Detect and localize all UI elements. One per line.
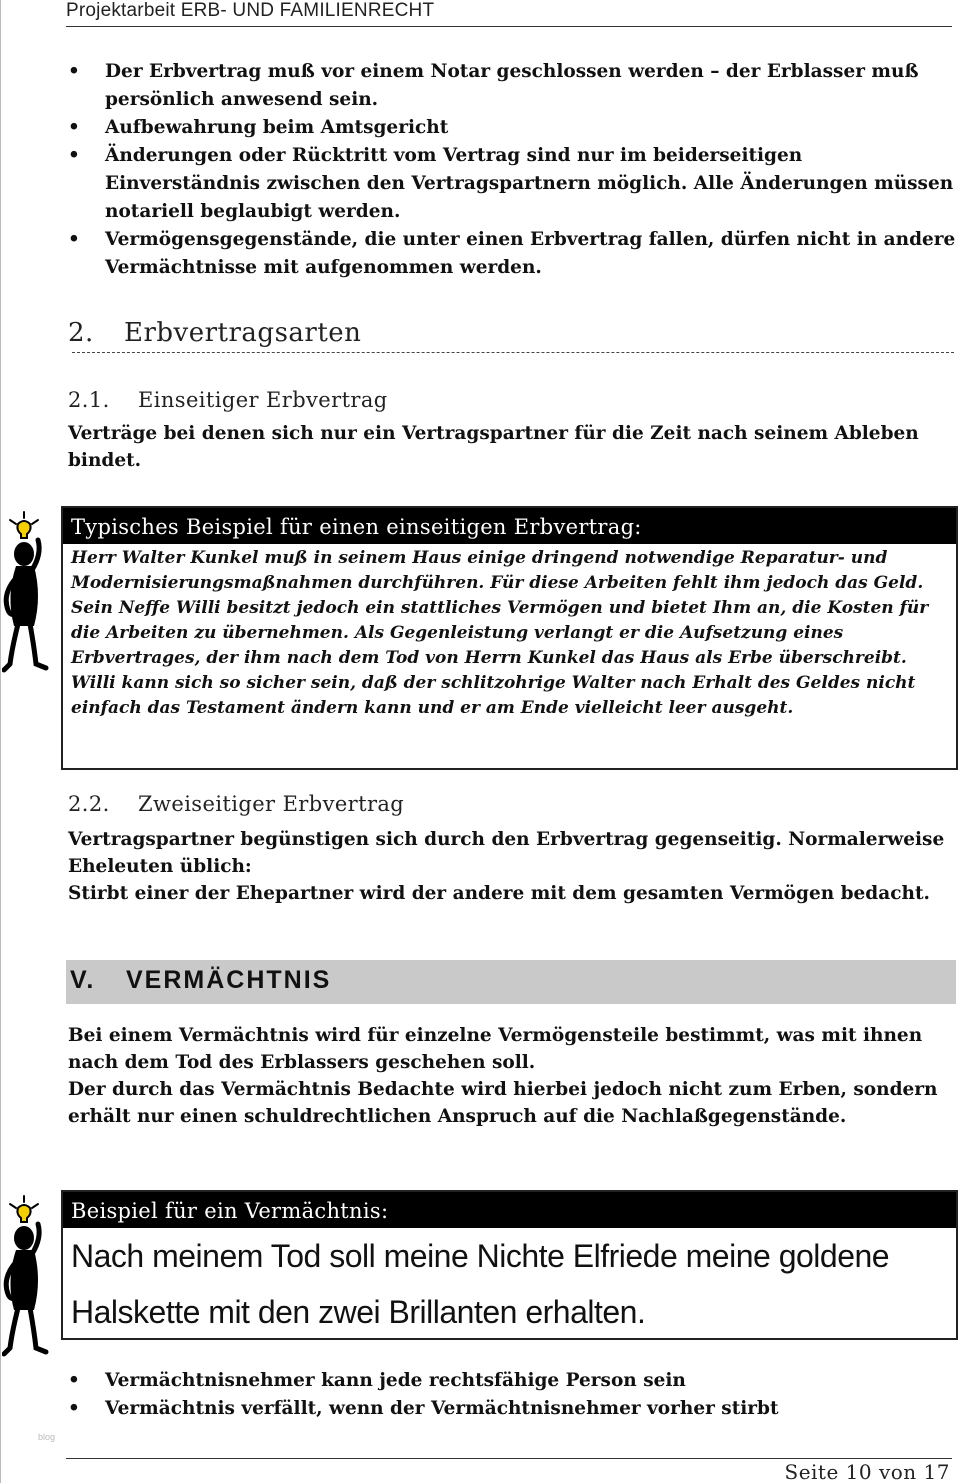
subsection-number: 2.1. [68, 388, 110, 412]
example-title: Beispiel für ein Vermächtnis: [63, 1192, 956, 1228]
section-heading-v [66, 960, 956, 1004]
section-heading-2 [68, 318, 361, 348]
thinking-figure-icon [2, 1192, 60, 1360]
top-bullet-list [68, 58, 958, 282]
list-item: • Vermögensgegenstände, die unter einen Erbvertrag fallen, dürfen nicht in andere Vermächtnisse mit aufgenommen werden. [68, 229, 956, 278]
section-number: 2. [68, 318, 94, 348]
text-line: Bei einem Vermächtnis wird für einzelne Vermögensteile bestimmt, was mit ihnen nach dem Tod des Erblassers geschehen soll. [68, 1025, 923, 1073]
subsection-title: Einseitiger Erbvertrag [138, 388, 388, 412]
section-number: V. [70, 966, 96, 994]
example-body: Nach meinem Tod soll meine Nichte Elfriede meine goldene Halskette mit den zwei Brillanten erhalten. [71, 1238, 890, 1330]
thinking-figure-icon [2, 508, 60, 676]
section-dashed-rule [72, 352, 954, 353]
footer-rule [66, 1458, 952, 1459]
subsection-heading-2-2 [68, 792, 404, 816]
example-box-erbvertrag [61, 506, 958, 770]
subsection-heading-2-1 [68, 388, 388, 412]
bottom-bullet-list [68, 1367, 958, 1423]
list-item: • Aufbewahrung beim Amtsgericht [68, 117, 449, 138]
list-item: • Der Erbvertrag muß vor einem Notar geschlossen werden – der Erblasser muß persönlich anwesend sein. [68, 61, 919, 110]
page-left-edge [0, 0, 1, 1483]
subsection-text: Verträge bei denen sich nur ein Vertragspartner für die Zeit nach seinem Ableben bindet. [68, 423, 919, 471]
list-item: • Vermächtnisnehmer kann jede rechtsfähige Person sein [68, 1370, 686, 1391]
section-title: Erbvertragsarten [124, 318, 362, 348]
list-item: • Änderungen oder Rücktritt vom Vertrag sind nur im beiderseitigen Einverständnis zwischen den Vertragspartnern möglich. Alle Änderungen müssen notariell beglaubigt werden. [68, 145, 954, 222]
header-rule [66, 26, 952, 27]
example-body [63, 544, 956, 723]
example-title: Typisches Beispiel für einen einseitigen Erbvertrag: [63, 508, 956, 544]
example-paragraph: Willi kann sich so sicher sein, daß der schlitzohrige Walter nach Erhalt des Geldes nicht einfach das Testament ändern kann und er am Ende vielleicht leer ausgeht. [71, 673, 916, 718]
text-line: Der durch das Vermächtnis Bedachte wird hierbei jedoch nicht zum Erben, sondern erhält nur einen schuldrechtlichen Anspruch auf die Nachlaßgegenstände. [68, 1079, 938, 1127]
text-line: Vertragspartner begünstigen sich durch den Erbvertrag gegenseitig. Normalerweise Eheleuten üblich: [68, 829, 945, 877]
list-item: • Vermächtnis verfällt, wenn der Vermächtnisnehmer vorher stirbt [68, 1398, 779, 1419]
example-box-vermaechtnis [61, 1190, 958, 1340]
subsection-title: Zweiseitiger Erbvertrag [138, 792, 405, 816]
section-title: VERMÄCHTNIS [126, 966, 332, 994]
subsection-text [68, 826, 954, 907]
example-paragraph: Sein Neffe Willi besitzt jedoch ein stattliches Vermögen und bietet Ihm an, die Kosten für die Arbeiten zu übernehmen. Als Gegenleistung verlangt er die Aufsetzung eines Erbvertrages, der ihm nach dem Tod von Herrn Kunkel das Haus als Erbe überschreibt. [71, 598, 929, 668]
page-number: Seite 10 von 17 [784, 1460, 950, 1483]
example-paragraph: Herr Walter Kunkel muß in seinem Haus einige dringend notwendige Reparatur- und Modernisierungsmaßnahmen durchführen. Für diese Arbeiten fehlt ihm jedoch das Geld. [71, 548, 924, 593]
text-line: Stirbt einer der Ehepartner wird der andere mit dem gesamten Vermögen bedacht. [68, 883, 930, 904]
watermark: blog [38, 1432, 56, 1442]
page-header: Projektarbeit ERB- UND FAMILIENRECHT [66, 0, 435, 21]
vermaechtnis-text [68, 1022, 954, 1130]
subsection-number: 2.2. [68, 792, 110, 816]
